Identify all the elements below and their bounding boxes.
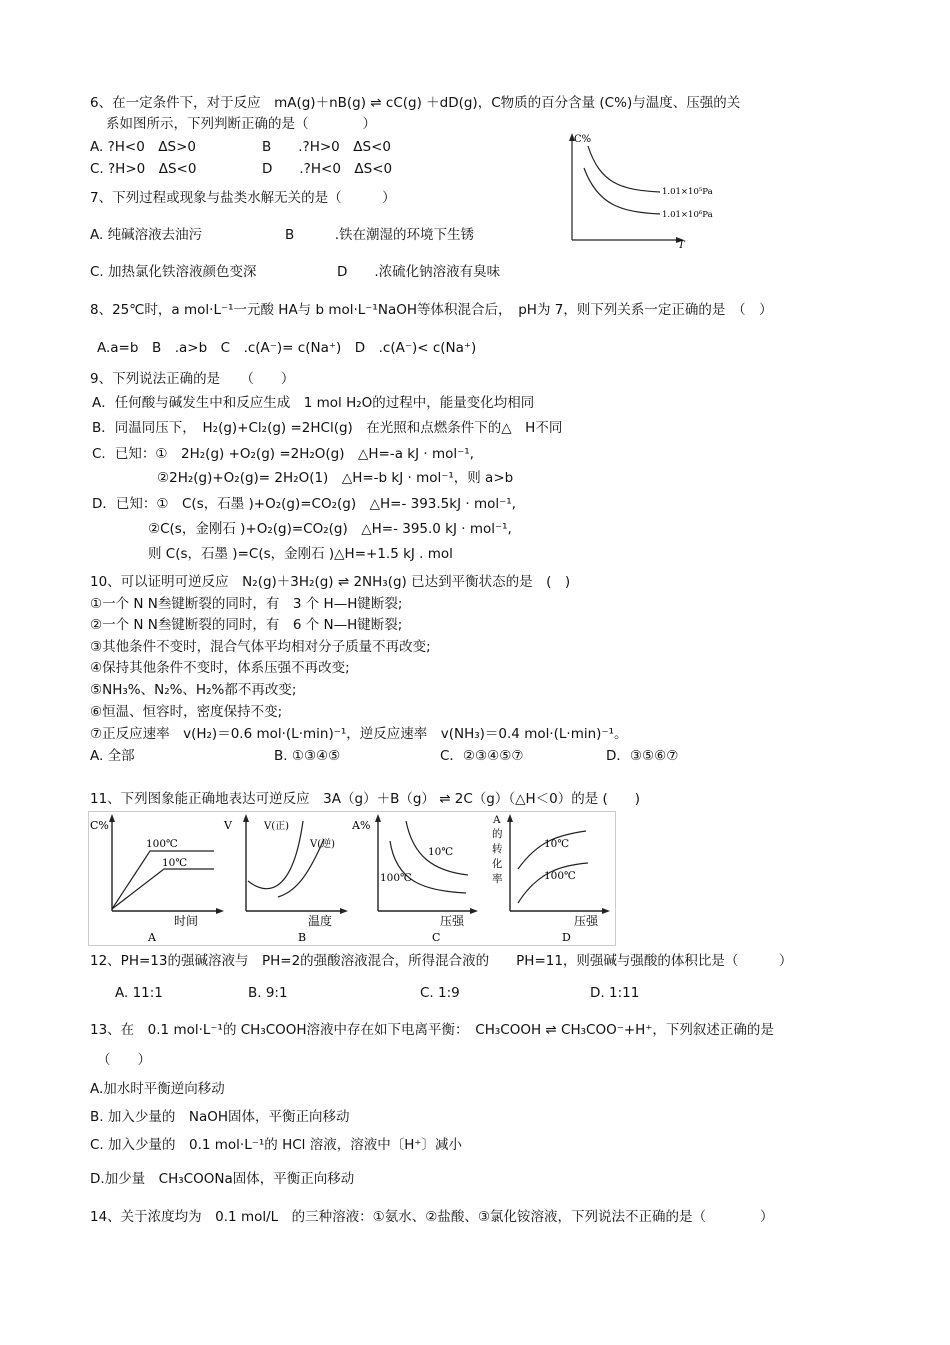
q10-option-d: D．③⑤⑥⑦ (606, 748, 679, 764)
q11-a-xlabel: 时间 (174, 914, 199, 928)
q9-stem: 9、下列说法正确的是 （ ） (90, 371, 295, 387)
q6-graph-ylabel: C% (574, 134, 592, 145)
q11-c-ylabel: A% (352, 819, 371, 832)
q11-c-label-10c: 10℃ (428, 846, 454, 858)
q11-graph-a (90, 814, 224, 944)
q11-stem: 11、下列图象能正确地表达可逆反应 3A（g）＋B（g） ⇌ 2C（g）（△H＜0）的是 ( ) (90, 791, 641, 807)
q13-stem: 13、在 0.1 mol·L⁻¹的 CH₃COOH溶液中存在如下电离平衡： CH₃COOH ⇌ CH₃COO⁻+H⁺，下列叙述正确的是 (90, 1022, 774, 1038)
q6-option-b: B .?H>0 ΔS<0 (262, 139, 391, 155)
q11-b-tag: B (298, 931, 307, 944)
q13-option-c: C. 加入少量的 0.1 mol·L⁻¹的 HCl 溶液，溶液中〔H⁺〕减小 (90, 1137, 462, 1153)
q9-option-a: A．任何酸与碱发生中和反应生成 1 mol H₂O的过程中，能量变化均相同 (92, 395, 535, 411)
q11-d-label-100c: 100℃ (544, 870, 576, 882)
q13-stem-answer-blank: （ ） (97, 1052, 151, 1068)
q9-option-d-line1: D．已知：① C(s，石墨 )+O₂(g)=CO₂(g) △H=- 393.5kJ · mol⁻¹, (92, 496, 516, 512)
q11-a-curve-10c (112, 869, 214, 909)
q11-c-label-100c: 100℃ (380, 872, 412, 884)
q12-option-c: C. 1:9 (420, 985, 460, 1001)
q10-statement-1: ①一个 N N叁键断裂的同时，有 3 个 H—H键断裂; (90, 596, 403, 612)
q10-statement-4: ④保持其他条件不变时，体系压强不再改变; (90, 660, 350, 676)
q10-stem: 10、可以证明可逆反应 N₂(g)＋3H₂(g) ⇌ 2NH₃(g) 已达到平衡状态的是 ( ) (90, 574, 571, 590)
q8-options: A.a=b B .a>b C .c(A⁻)= c(Na⁺) D .c(A⁻)< c(Na⁺) (97, 340, 477, 356)
q13-option-a: A.加水时平衡逆向移动 (90, 1081, 225, 1097)
q8-stem: 8、25℃时，a mol·L⁻¹一元酸 HA与 b mol·L⁻¹NaOH等体积混合后， pH为 7，则下列关系一定正确的是 （ ） (90, 302, 773, 318)
q9-option-c-line1: C．已知：① 2H₂(g) +O₂(g) =2H₂O(g) △H=-a kJ · mol⁻¹, (92, 446, 474, 462)
q7-option-d: D .浓硫化钠溶液有臭味 (337, 264, 501, 280)
q11-a-tag: A (148, 931, 156, 944)
q6-curve-1e5 (588, 146, 660, 192)
q11-a-label-100c: 100℃ (146, 838, 178, 850)
q10-statement-7: ⑦正反应速率 v(H₂)＝0.6 mol·(L·min)⁻¹，逆反应速率 v(NH₃)＝0.4 mol·(L·min)⁻¹。 (90, 726, 628, 742)
q10-statement-3: ③其他条件不变时，混合气体平均相对分子质量不再改变; (90, 639, 431, 655)
q12-stem: 12、PH=13的强碱溶液与 PH=2的强酸溶液混合，所得混合液的 PH=11，则强碱与强酸的体积比是（ ） (90, 953, 793, 969)
q13-option-d: D.加少量 CH₃COONa固体，平衡正向移动 (90, 1171, 355, 1187)
q11-d-xlabel: 压强 (574, 914, 599, 928)
q11-c-xlabel: 压强 (440, 914, 465, 928)
q6-option-c: C. ?H>0 ΔS<0 (90, 161, 197, 177)
q9-option-b: B．同温同压下， H₂(g)+Cl₂(g) =2HCl(g) 在光照和点燃条件下的△ H不同 (92, 420, 563, 436)
q11-graph-d (492, 814, 610, 944)
q7-stem: 7、下列过程或现象与盐类水解无关的是（ ） (90, 190, 396, 206)
q6-stem-line2: 系如图所示，下列判断正确的是（ ） (106, 116, 376, 132)
q10-statement-2: ②一个 N N叁键断裂的同时，有 6 个 N—H键断裂; (90, 617, 403, 633)
q6-cpercent-temperature-graph (560, 128, 740, 248)
q11-d-label-10c: 10℃ (544, 838, 570, 850)
q13-option-b: B. 加入少量的 NaOH固体，平衡正向移动 (90, 1109, 350, 1125)
q6-option-a: A. ?H<0 ΔS>0 (90, 139, 197, 155)
q10-option-c: C．②③④⑤⑦ (440, 748, 524, 764)
q11-a-ylabel: C% (90, 819, 109, 832)
q10-statement-6: ⑥恒温、恒容时，密度保持不变; (90, 704, 283, 720)
q14-stem: 14、关于浓度均为 0.1 mol/L 的三种溶液：①氨水、②盐酸、③氯化铵溶液，下列说法不正确的是（ ） (90, 1209, 774, 1225)
q9-option-d-line2: ②C(s，金刚石 )+O₂(g)=CO₂(g) △H=- 395.0 kJ · mol⁻¹, (148, 521, 512, 537)
q10-option-b: B. ①③④⑤ (274, 748, 341, 764)
q6-option-d: D .?H<0 ΔS<0 (262, 161, 393, 177)
q11-b-ylabel: V (224, 819, 232, 832)
q6-curve-label-1e6: 1.01×10⁶Pa (662, 210, 713, 220)
q12-option-b: B. 9:1 (248, 985, 288, 1001)
q9-option-d-line3: 则 C(s，石墨 )=C(s，金刚石 )△H=+1.5 kJ . mol (148, 546, 453, 562)
q10-statement-5: ⑤NH₃%、N₂%、H₂%都不再改变; (90, 682, 297, 698)
q6-graph-xlabel: T (678, 240, 685, 248)
q6-stem-line1: 6、在一定条件下，对于反应 mA(g)＋nB(g) ⇌ cC(g) ＋dD(g)，C物质的百分含量 (C%)与温度、压强的关 (90, 95, 741, 111)
q11-b-label-vforward: V(正) (264, 821, 290, 832)
q11-graph-c (351, 814, 478, 944)
q11-d-curve-100c (518, 863, 588, 903)
q11-graph-b (223, 814, 348, 944)
q10-option-a: A. 全部 (90, 748, 135, 764)
q11-c-tag: C (432, 931, 441, 944)
q11-d-tag: D (562, 931, 571, 944)
q7-option-c: C. 加热氯化铁溶液颜色变深 (90, 264, 257, 280)
q11-b-label-vreverse: V(逆) (310, 839, 336, 850)
q11-a-label-10c: 10℃ (162, 857, 188, 869)
q7-option-b: B .铁在潮湿的环境下生锈 (285, 227, 475, 243)
q12-option-a: A. 11:1 (115, 985, 163, 1001)
q11-b-xlabel: 温度 (308, 914, 333, 928)
q11-d-ylabel: A 的转化率 (492, 814, 503, 885)
q12-option-d: D. 1:11 (590, 985, 640, 1001)
q9-option-c-line2: ②2H₂(g)+O₂(g)= 2H₂O(1) △H=-b kJ · mol⁻¹，则 a>b (157, 470, 514, 486)
q7-option-a: A. 纯碱溶液去油污 (90, 227, 203, 243)
q11-d-curve-10c (518, 831, 586, 869)
q11-graphs (88, 811, 618, 947)
q6-curve-label-1e5: 1.01×10⁵Pa (662, 187, 713, 197)
